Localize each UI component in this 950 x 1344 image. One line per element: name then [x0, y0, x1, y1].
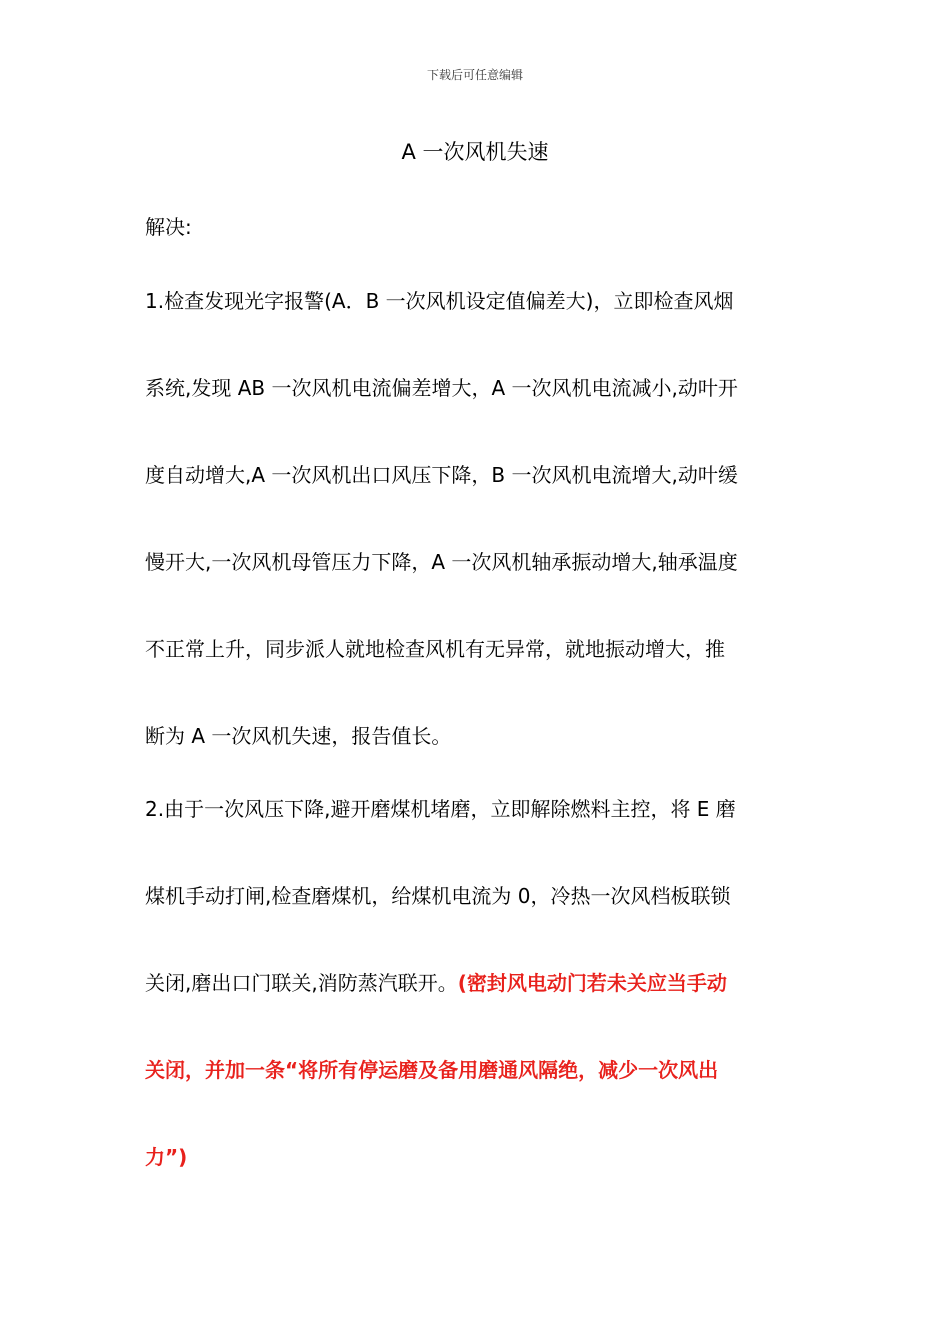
paragraph-line: 2.由于一次风压下降,避开磨煤机堵磨，立即解除燃料主控，将 E 磨 [145, 797, 736, 821]
paragraph-line: 断为 A 一次风机失速，报告值长。 [145, 724, 452, 748]
highlighted-note: (密封风电动门若未关应当手动 [457, 971, 727, 995]
paragraph-line: 不正常上升，同步派人就地检查风机有无异常，就地振动增大，推 [145, 637, 725, 661]
paragraph-line: 1.检查发现光字报警(A．B 一次风机设定值偏差大)，立即检查风烟 [145, 289, 734, 313]
document-title: A 一次风机失速 [401, 140, 549, 164]
paragraph-line: 煤机手动打闸,检查磨煤机，给煤机电流为 0，冷热一次风档板联锁 [145, 884, 731, 908]
paragraph-line: 度自动增大,A 一次风机出口风压下降，B 一次风机电流增大,动叶缓 [145, 463, 738, 487]
paragraph-line: 系统,发现 AB 一次风机电流偏差增大，A 一次风机电流减小,动叶开 [145, 376, 738, 400]
highlighted-note-line: 力”) [145, 1145, 188, 1169]
section-label: 解决: [145, 215, 192, 239]
normal-text: 关闭,磨出口门联关,消防蒸汽联开。 [145, 971, 458, 995]
highlighted-note-line: 关闭，并加一条“将所有停运磨及备用磨通风隔绝，减少一次风出 [145, 1058, 719, 1082]
paragraph-line-mixed [145, 967, 807, 996]
paragraph-line: 慢开大,一次风机母管压力下降，A 一次风机轴承振动增大,轴承温度 [145, 550, 738, 574]
header-note: 下载后可任意编辑 [426, 68, 523, 82]
